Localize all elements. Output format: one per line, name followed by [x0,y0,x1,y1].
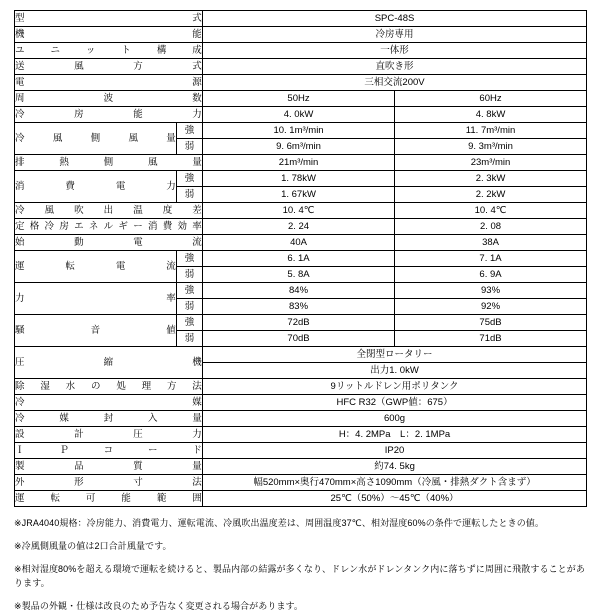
row-value-50hz: 72dB [203,315,395,331]
row-label: 消 費 電 力 [15,171,177,203]
row-value: IP20 [203,443,587,459]
row-value-60hz: 11. 7m³/min [395,123,587,139]
table-row [15,203,587,219]
row-label: 電 源 [15,75,203,91]
table-row [15,43,587,59]
row-value-50hz: 40A [203,235,395,251]
row-label: 定格冷房エネルギー消費効率 [15,219,203,235]
row-value-60hz: 23m³/min [395,155,587,171]
row-label: 設 計 圧 力 [15,427,203,443]
row-label: 型 式 [15,11,203,27]
table-row [15,107,587,123]
table-row [15,91,587,107]
footnote-4: ※製品の外観・仕様は改良のため予告なく変更される場合があります。 [14,600,304,611]
row-value-60hz: 71dB [395,331,587,347]
row-label: 製 品 質 量 [15,459,203,475]
row-value: 幅520mm×奥行470mm×高さ1090mm（冷風・排熱ダクト含まず） [203,475,587,491]
row-value-50hz: 70dB [203,331,395,347]
row-label: 冷風側風量 [15,123,177,155]
table-row [15,411,587,427]
table-row [15,443,587,459]
row-value-50hz: 9. 6m³/min [203,139,395,155]
row-value-50hz: 6. 1A [203,251,395,267]
row-sublabel-strong: 強 [177,123,203,139]
table-row [15,459,587,475]
table-row [15,171,587,187]
row-sublabel-strong: 強 [177,283,203,299]
row-value-60hz: 60Hz [395,91,587,107]
row-value-50hz: 10. 4℃ [203,203,395,219]
row-sublabel-weak: 弱 [177,331,203,347]
row-value-60hz: 7. 1A [395,251,587,267]
row-label: 冷 媒 [15,395,203,411]
row-value-60hz: 2. 3kW [395,171,587,187]
row-value: 25℃（50%）～45℃（40%） [203,491,587,507]
row-value-50hz: 84% [203,283,395,299]
row-label: 除 湿 水 の 処 理 方 法 [15,379,203,395]
row-label: 運 転 電 流 [15,251,177,283]
table-row [15,347,587,363]
footnotes [14,517,586,614]
row-value: 全閉型ロータリー [203,347,587,363]
row-label: Ｉ Ｐ コ ー ド [15,443,203,459]
row-value-60hz: 9. 3m³/min [395,139,587,155]
row-value-60hz: 38A [395,235,587,251]
row-value-50hz: 21m³/min [203,155,395,171]
table-row [15,315,587,331]
row-label: 冷 房 能 力 [15,107,203,123]
row-value: HFC R32（GWP値：675） [203,395,587,411]
row-value-50hz: 10. 1m³/min [203,123,395,139]
row-label: 始 動 電 流 [15,235,203,251]
table-row [15,75,587,91]
row-value-50hz: 50Hz [203,91,395,107]
row-value-50hz: 5. 8A [203,267,395,283]
row-label: 排 熱 側 風 量 [15,155,203,171]
row-value-50hz: 4. 0kW [203,107,395,123]
row-sublabel-weak: 弱 [177,267,203,283]
footnote-3: ※相対湿度80%を超える環境で運転を続けると、製品内部の結露が多くなり、ドレン水がドレンタンク内に落ちずに周囲に飛散することがあります。 [14,563,585,588]
row-value-50hz: 1. 78kW [203,171,395,187]
row-value: 9リットルドレン用ポリタンク [203,379,587,395]
row-value-50hz: 83% [203,299,395,315]
row-sublabel-strong: 強 [177,315,203,331]
table-row [15,219,587,235]
row-value-60hz: 6. 9A [395,267,587,283]
footnote-2: ※冷風側風量の値は2口合計風量です。 [14,540,172,551]
row-value-50hz: 2. 24 [203,219,395,235]
row-value: 直吹き形 [203,59,587,75]
row-value-60hz: 93% [395,283,587,299]
table-row [15,123,587,139]
table-row [15,475,587,491]
row-label: 機 能 [15,27,203,43]
row-sublabel-strong: 強 [177,251,203,267]
table-row [15,235,587,251]
row-label: 周 波 数 [15,91,203,107]
row-value-60hz: 2. 2kW [395,187,587,203]
table-row [15,155,587,171]
row-value: SPC-48S [203,11,587,27]
row-value: 出力1. 0kW [203,363,587,379]
row-value-60hz: 75dB [395,315,587,331]
specification-table [14,10,587,507]
row-value-60hz: 10. 4℃ [395,203,587,219]
row-value-50hz: 1. 67kW [203,187,395,203]
row-sublabel-strong: 強 [177,171,203,187]
row-value: 冷房専用 [203,27,587,43]
table-row [15,27,587,43]
row-value-60hz: 4. 8kW [395,107,587,123]
table-row [15,59,587,75]
table-row [15,379,587,395]
row-value: 約74. 5kg [203,459,587,475]
row-label: 圧 縮 機 [15,347,203,379]
table-row [15,11,587,27]
row-value-60hz: 2. 08 [395,219,587,235]
specification-table-body [15,11,587,507]
row-sublabel-weak: 弱 [177,139,203,155]
row-value-60hz: 92% [395,299,587,315]
table-row [15,395,587,411]
row-label: 騒 音 値 [15,315,177,347]
row-value: 600g [203,411,587,427]
row-label: 外 形 寸 法 [15,475,203,491]
row-value: 一体形 [203,43,587,59]
row-sublabel-weak: 弱 [177,299,203,315]
row-label: 送 風 方 式 [15,59,203,75]
footnote-1: ※JRA4040規格：冷房能力、消費電力、運転電流、冷風吹出温度差は、周囲温度37℃、相対湿度60%の条件で運転したときの値。 [14,518,544,528]
row-label: 運 転 可 能 範 囲 [15,491,203,507]
row-sublabel-weak: 弱 [177,187,203,203]
row-label: 冷 媒 封 入 量 [15,411,203,427]
row-label: 力 率 [15,283,177,315]
row-label: ユ ニ ッ ト 構 成 [15,43,203,59]
table-row [15,251,587,267]
table-row [15,427,587,443]
row-value: H：4. 2MPa L：2. 1MPa [203,427,587,443]
table-row [15,491,587,507]
row-value: 三相交流200V [203,75,587,91]
table-row [15,283,587,299]
row-label: 冷風吹出温度差 [15,203,203,219]
